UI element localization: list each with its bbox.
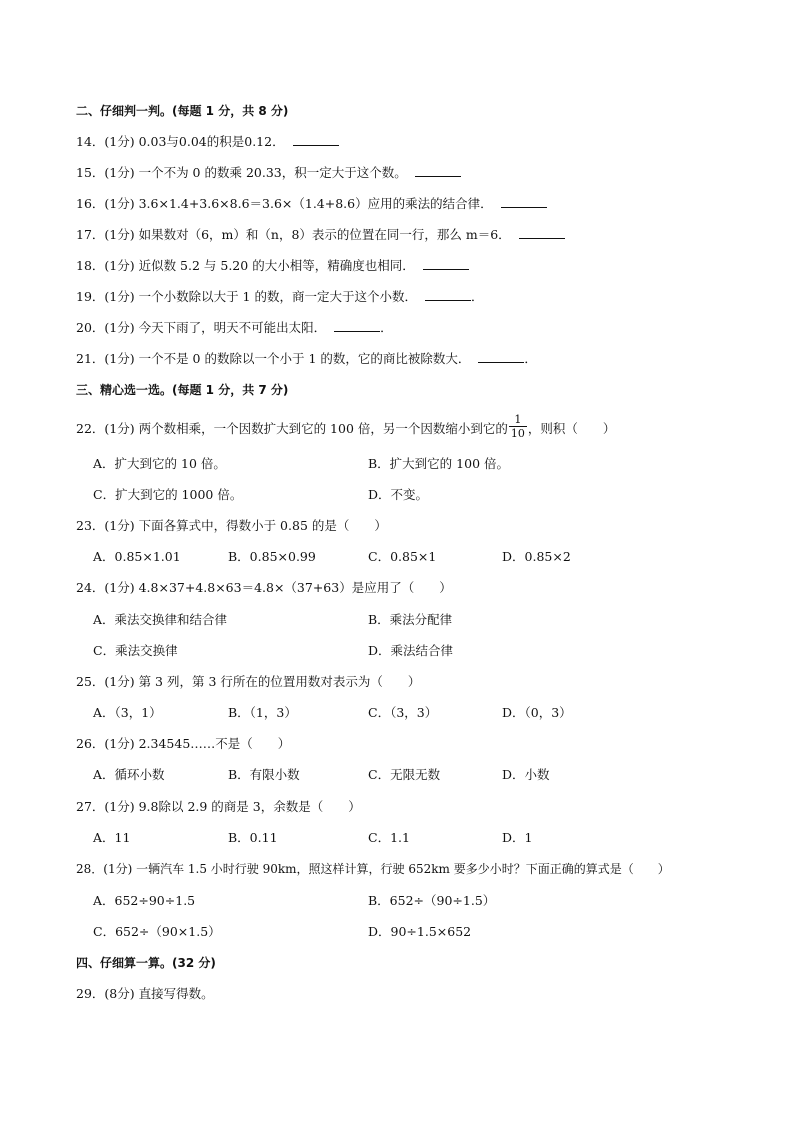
q27-option-c[interactable]: C．1.1 (368, 830, 410, 845)
answer-blank[interactable] (293, 134, 339, 146)
question-27-stem: 27．(1分) 9.8除以 2.9 的商是 3，余数是（ ） (76, 799, 361, 814)
answer-blank[interactable] (415, 165, 461, 177)
question-28-stem: 28．(1分) 一辆汽车 1.5 小时行驶 90km，照这样计算，行驶 652km 要多少小时？下面正确的算式是（ ） (76, 862, 670, 876)
question-25-stem: 25．(1分) 第 3 列，第 3 行所在的位置用数对表示为（ ） (76, 674, 421, 689)
judge-question-19: 19．(1分) 一个小数除以大于 1 的数，商一定大于这个小数． ． (76, 289, 484, 304)
judge-question-16: 16．(1分) 3.6×1.4+3.6×8.6＝3.6×（1.4+8.6）应用的乘法的结合律． (76, 196, 547, 212)
q22-option-c[interactable]: C．扩大到它的 1000 倍。 (93, 487, 243, 502)
judge-question-20: 20．(1分) 今天下雨了，明天不可能出太阳． ． (76, 320, 393, 335)
answer-blank[interactable] (501, 196, 547, 208)
q24-option-a[interactable]: A．乘法交换律和结合律 (93, 612, 228, 627)
q28-option-d[interactable]: D．90÷1.5×652 (368, 924, 472, 939)
q23-option-c[interactable]: C．0.85×1 (368, 549, 437, 564)
q22-option-a[interactable]: A．扩大到它的 10 倍。 (93, 456, 226, 471)
question-24-stem: 24．(1分) 4.8×37+4.8×63＝4.8×（37+63）是应用了（ ） (76, 580, 452, 595)
q25-option-a[interactable]: A．（3，1） (93, 705, 162, 720)
judge-question-18: 18．(1分) 近似数 5.2 与 5.20 的大小相等，精确度也相同． (76, 258, 469, 274)
judge-question-17: 17．(1分) 如果数对（6，m）和（n，8）表示的位置在同一行，那么 m＝6． (76, 227, 565, 243)
section-2-heading: 二、仔细判一判。(每题 1 分，共 8 分) (76, 104, 289, 118)
q27-option-d[interactable]: D．1 (502, 830, 533, 845)
judge-question-15: 15．(1分) 一个不为 0 的数乘 20.33，积一定大于这个数。 (76, 165, 461, 181)
q23-option-a[interactable]: A．0.85×1.01 (93, 549, 181, 564)
q23-option-b[interactable]: B．0.85×0.99 (228, 549, 316, 564)
q24-option-d[interactable]: D．乘法结合律 (368, 643, 454, 658)
answer-blank[interactable] (519, 227, 565, 239)
answer-blank[interactable] (425, 289, 471, 301)
q24-option-c[interactable]: C．乘法交换律 (93, 643, 178, 658)
question-22-stem: 22．(1分) 两个数相乘，一个因数扩大到它的 100 倍，另一个因数缩小到它的 $\frac{1}{10}$ ，则积（ ） (76, 413, 616, 440)
question-23-stem: 23．(1分) 下面各算式中，得数小于 0.85 的是（ ） (76, 518, 387, 533)
section-4-heading: 四、仔细算一算。(32 分) (76, 956, 216, 970)
q27-option-a[interactable]: A．11 (93, 830, 131, 845)
q26-option-d[interactable]: D．小数 (502, 767, 550, 782)
answer-blank[interactable] (334, 320, 380, 332)
q22-option-d[interactable]: D．不变。 (368, 487, 429, 502)
q25-option-b[interactable]: B．（1，3） (228, 705, 297, 720)
q26-option-a[interactable]: A．循环小数 (93, 767, 165, 782)
q23-option-d[interactable]: D．0.85×2 (502, 549, 571, 564)
answer-blank[interactable] (423, 258, 469, 270)
q26-option-c[interactable]: C．无限无数 (368, 767, 441, 782)
judge-question-14: 14．(1分) 0.03与0.04的积是0.12． (76, 134, 339, 150)
q26-option-b[interactable]: B．有限小数 (228, 767, 300, 782)
fraction-one-tenth: $\frac{1}{10}$ (510, 413, 525, 440)
question-26-stem: 26．(1分) 2.34545……不是（ ） (76, 736, 291, 751)
q22-option-b[interactable]: B．扩大到它的 100 倍。 (368, 456, 509, 471)
judge-question-21: 21．(1分) 一个不是 0 的数除以一个小于 1 的数，它的商比被除数大． ． (76, 351, 537, 366)
q28-option-b[interactable]: B．652÷（90÷1.5） (368, 893, 496, 908)
section-3-heading: 三、精心选一选。(每题 1 分，共 7 分) (76, 383, 289, 397)
q28-option-a[interactable]: A．652÷90÷1.5 (93, 893, 196, 908)
answer-blank[interactable] (478, 351, 524, 363)
q25-option-d[interactable]: D．（0，3） (502, 705, 572, 720)
question-29-stem: 29．(8分) 直接写得数。 (76, 986, 214, 1001)
q25-option-c[interactable]: C．（3，3） (368, 705, 438, 720)
q27-option-b[interactable]: B．0.11 (228, 830, 278, 845)
q24-option-b[interactable]: B．乘法分配律 (368, 612, 453, 627)
q28-option-c[interactable]: C．652÷（90×1.5） (93, 924, 221, 939)
